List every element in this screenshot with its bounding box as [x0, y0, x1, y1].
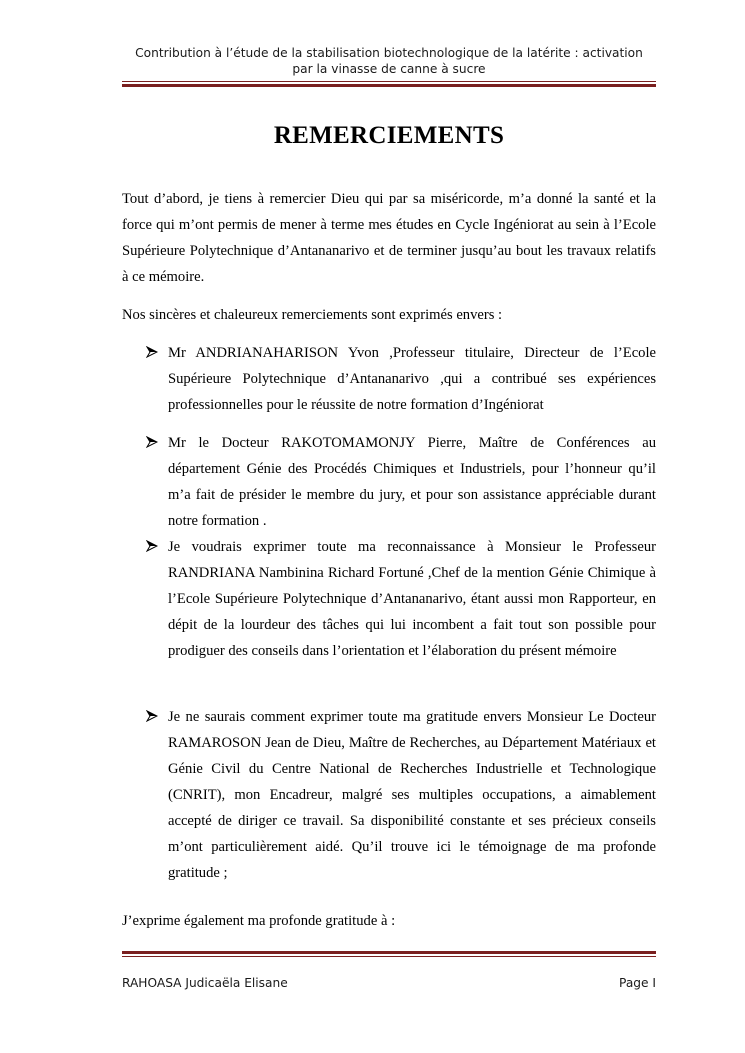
closing-paragraph: J’exprime également ma profonde gratitude à : — [122, 913, 396, 929]
page-number: Page I — [619, 976, 656, 990]
footer-rule-thin — [122, 956, 656, 957]
footer-author: RAHOASA Judicaëla Elisane — [122, 976, 288, 990]
list-item: Je voudrais exprimer toute ma reconnaissance à Monsieur le Professeur RANDRIANA Nambinina Richard Fortuné ,Chef de la mention Génie Chimique à l’Ecole Supérieure Polytechnique d’Antananarivo, étant aussi mon Rapporteur, en dépit de la lourdeur des tâches qui lui incombent a fait tout son possible pour prodiguer des conseils dans l’orientation et l’élaboration du présent mémoire — [168, 539, 656, 659]
footer-rule-thick — [122, 951, 656, 954]
running-header — [118, 45, 660, 77]
header-line-2: par la vinasse de canne à sucre — [292, 62, 486, 76]
arrow-bullet-icon — [146, 436, 160, 450]
header-rule-thick — [122, 84, 656, 87]
arrow-bullet-icon — [146, 346, 160, 360]
list-item: Mr le Docteur RAKOTOMAMONJY Pierre, Maître de Conférences au département Génie des Procédés Chimiques et Industriels, pour l’honneur qu’il m’a fait de présider le membre du jury, et pour son assistance appréciable durant notre formation . — [168, 435, 656, 529]
intro-paragraph: Tout d’abord, je tiens à remercier Dieu qui par sa miséricorde, m’a donné la santé et la force qui m’ont permis de mener à terme mes études en Cycle Ingéniorat au sein à l’Ecole Supérieure Polytechnique d’Antananarivo et de terminer jusqu’au bout les travaux relatifs à ce mémoire. — [122, 191, 656, 285]
list-item: Mr ANDRIANAHARISON Yvon ,Professeur titulaire, Directeur de l’Ecole Supérieure Polytechnique d’Antananarivo ,qui a contribué ses expériences professionnelles pour le réussite de notre formation d’Ingéniorat — [168, 345, 656, 413]
page-title: REMERCIEMENTS — [273, 122, 505, 149]
thanks-lead-paragraph: Nos sincères et chaleureux remerciements sont exprimés envers : — [122, 307, 503, 323]
arrow-bullet-icon — [146, 710, 160, 724]
header-rule-thin — [122, 81, 656, 82]
header-line-1: Contribution à l’étude de la stabilisation biotechnologique de la latérite : activation — [135, 46, 643, 60]
list-item: Je ne saurais comment exprimer toute ma gratitude envers Monsieur Le Docteur RAMAROSON Jean de Dieu, Maître de Recherches, au Département Matériaux et Génie Civil du Centre National de Recherches Industrielle et Technologique (CNRIT), mon Encadreur, malgré ses multiples occupations, a aimablement accepté de diriger ce travail. Sa disponibilité constante et ses précieux conseils m’ont particulièrement aidé. Qu’il trouve ici le témoignage de ma profonde gratitude ; — [168, 709, 656, 881]
arrow-bullet-icon — [146, 540, 160, 554]
